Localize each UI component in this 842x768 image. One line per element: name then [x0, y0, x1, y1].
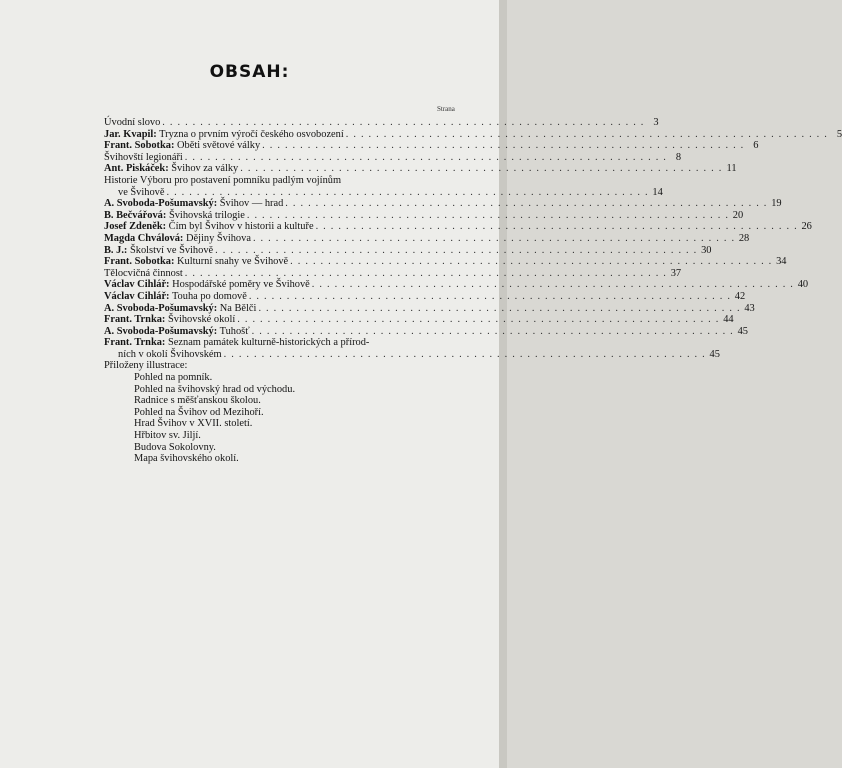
toc-entry: [104, 314, 734, 326]
toc-entry-author: Václav Cihlář:: [104, 279, 170, 291]
toc-entry: [104, 163, 737, 175]
toc-entry-text: Švihovské okolí: [168, 314, 236, 326]
dot-leader: [215, 245, 697, 257]
toc-page-number: 30: [701, 244, 712, 256]
toc-entry-title: [104, 117, 160, 129]
toc-entry-author: Frant. Sobotka:: [104, 256, 175, 268]
illustration-item: Pohled na Švihov od Mezihoří.: [134, 406, 264, 418]
toc-page-number: 45: [709, 348, 720, 360]
dot-leader: [258, 303, 740, 315]
toc-page-number: 26: [801, 221, 812, 233]
toc-entry: [104, 209, 744, 222]
dot-leader: [185, 268, 667, 280]
toc-page-number: 42: [734, 290, 746, 302]
toc-entry-text: Hospodářské poměry ve Švihově: [172, 279, 310, 291]
toc-entry-text: Kulturní snahy ve Švihově: [177, 256, 289, 268]
dot-leader: [262, 140, 744, 152]
illustration-item: Hrad Švihov v XVII. století.: [134, 418, 253, 430]
toc-entry-title: [104, 303, 256, 315]
toc-entry-title: [104, 337, 369, 349]
toc-entry: [104, 117, 659, 129]
dot-leader: [290, 256, 772, 268]
toc-entry-author: B. J.:: [104, 244, 128, 256]
dot-leader: [252, 326, 734, 338]
toc-entry-title: [104, 140, 260, 152]
page-title: OBSAH:: [209, 62, 290, 82]
dot-leader: [312, 279, 794, 291]
toc-entry-title: [104, 198, 283, 210]
toc-entry-author: Magda Chválová:: [104, 232, 184, 244]
toc-entry-author: A. Svoboda-Pošumavský:: [104, 302, 218, 314]
toc-entry-title: [104, 326, 250, 338]
toc-entry: [104, 244, 712, 257]
toc-entry-text-continued: ních v okolí Švihovském: [118, 348, 222, 360]
toc-entry: [104, 128, 842, 141]
toc-page-number: 14: [652, 186, 663, 198]
illustrations-list: [104, 372, 459, 465]
toc-entry-author: Frant. Trnka:: [104, 337, 166, 349]
toc-page-number: 34: [776, 256, 787, 268]
toc-entry-author: Frant. Trnka:: [104, 314, 166, 326]
toc-entry: [104, 279, 809, 291]
dot-leader: [237, 314, 719, 326]
toc-entry-text-continued: ve Švihově: [118, 186, 165, 198]
dot-leader: [224, 349, 706, 361]
toc-page-number: 44: [723, 314, 734, 326]
toc-entry: [104, 337, 459, 349]
table-of-contents: [104, 117, 842, 465]
toc-page-number: 28: [738, 232, 750, 244]
toc-entry-title: [104, 175, 341, 187]
toc-page-number: 45: [737, 325, 748, 337]
toc-entry-text: Oběti světové války: [177, 140, 261, 152]
toc-entry-title: [104, 245, 213, 257]
toc-page-number: 40: [797, 279, 809, 291]
illustration-item: Mapa švihovského okolí.: [134, 453, 239, 465]
toc-entry-text: Švihovská trilogie: [168, 209, 245, 221]
toc-entry-author: B. Bečvářová:: [104, 209, 167, 221]
toc-entry-title: [104, 152, 183, 164]
toc-entry: [104, 140, 759, 152]
toc-entry-text: Na Bělči: [219, 302, 257, 314]
toc-entry-text: Tuhošť: [219, 325, 250, 337]
toc-page-number: 11: [726, 163, 737, 175]
toc-entry-text: Dějiny Švihova: [186, 232, 251, 244]
illustrations-heading: Přiloženy illustrace:: [104, 360, 188, 372]
toc-entry: [104, 256, 787, 268]
toc-entry-continuation: [104, 186, 663, 199]
dot-leader: [240, 163, 722, 175]
toc-entry-author: Josef Zdeněk:: [104, 221, 167, 233]
toc-entry: [104, 232, 750, 245]
toc-entry-author: Jar. Kvapil:: [104, 128, 157, 140]
toc-page-number: 19: [771, 198, 782, 210]
toc-entry-title: [104, 314, 235, 326]
toc-entry: [104, 151, 682, 164]
toc-entry-author: Frant. Sobotka:: [104, 140, 175, 152]
illustration-item: Radnice s měšťanskou školou.: [134, 395, 261, 407]
bleed-through-text: [300, 545, 450, 635]
dot-leader: [162, 117, 644, 129]
toc-entry-author: Ant. Piskáček:: [104, 163, 169, 175]
toc-entry: [104, 198, 782, 210]
toc-page-number: 43: [744, 302, 755, 314]
illustration-item: Budova Sokolovny.: [134, 441, 216, 453]
dot-leader: [253, 233, 735, 245]
toc-entry-text: Tělocvičná činnost: [104, 267, 183, 279]
toc-entry-title: [104, 129, 344, 141]
toc-entry: [104, 175, 459, 187]
toc-entry-text: Historie Výboru pro postavení pomníku padlým vojínům: [104, 174, 342, 186]
illustration-item: Pohled na pomník.: [134, 372, 213, 384]
dot-leader: [247, 210, 729, 222]
toc-entry: [104, 302, 755, 315]
toc-entry-text: Školství ve Švihově: [130, 244, 214, 256]
toc-entry-title: [104, 210, 245, 222]
toc-entry-text: Čím byl Švihov v historii a kultuře: [168, 221, 314, 233]
dot-leader: [346, 129, 828, 141]
toc-entry-title: [104, 163, 238, 175]
toc-entry-text: Touha po domově: [171, 290, 247, 302]
dot-leader: [249, 291, 731, 303]
toc-entry-text: Seznam památek kulturně-historických a přírod-: [168, 337, 370, 349]
dot-leader: [316, 221, 798, 233]
toc-entry-continuation: [104, 348, 720, 361]
toc-page-number: 5: [836, 128, 842, 140]
toc-entry-author: A. Svoboda-Pošumavský:: [104, 325, 218, 337]
toc-entry-text: Tryzna o prvním výročí českého osvobození: [159, 128, 344, 140]
dot-leader: [285, 198, 767, 210]
toc-page-number: 20: [732, 209, 744, 221]
toc-entry-title: [104, 268, 183, 280]
illustration-item: Pohled na švihovský hrad od východu.: [134, 383, 296, 395]
toc-entry-text: Švihov za války: [171, 163, 239, 175]
toc-page-number: 37: [670, 267, 682, 279]
toc-page-number: 6: [753, 140, 759, 152]
toc-entry-title: [104, 233, 251, 245]
toc-page-number: 3: [653, 117, 659, 128]
illustration-item: Hřbitov sv. Jiljí.: [134, 430, 201, 442]
toc-entry: [104, 325, 748, 338]
dot-leader: [185, 152, 667, 164]
toc-page-number: 8: [675, 151, 682, 163]
toc-entry-title: [104, 279, 310, 291]
page-column-header: Strana: [437, 105, 455, 113]
toc-entry-title: [104, 221, 314, 233]
toc-entry-author: Václav Cihlář:: [104, 290, 170, 302]
toc-entry-author: A. Svoboda-Pošumavský:: [104, 198, 218, 210]
toc-entry-title: [104, 256, 288, 268]
toc-entry-text: Úvodní slovo: [104, 117, 161, 128]
toc-entry: [104, 290, 746, 303]
toc-entry: [104, 267, 682, 280]
toc-entry: [104, 221, 812, 233]
toc-entry-text: Švihov — hrad: [219, 198, 284, 210]
dot-leader: [166, 187, 648, 199]
toc-entry-title: [104, 291, 247, 303]
toc-entry-text: Švihovští legionáři: [104, 151, 183, 163]
